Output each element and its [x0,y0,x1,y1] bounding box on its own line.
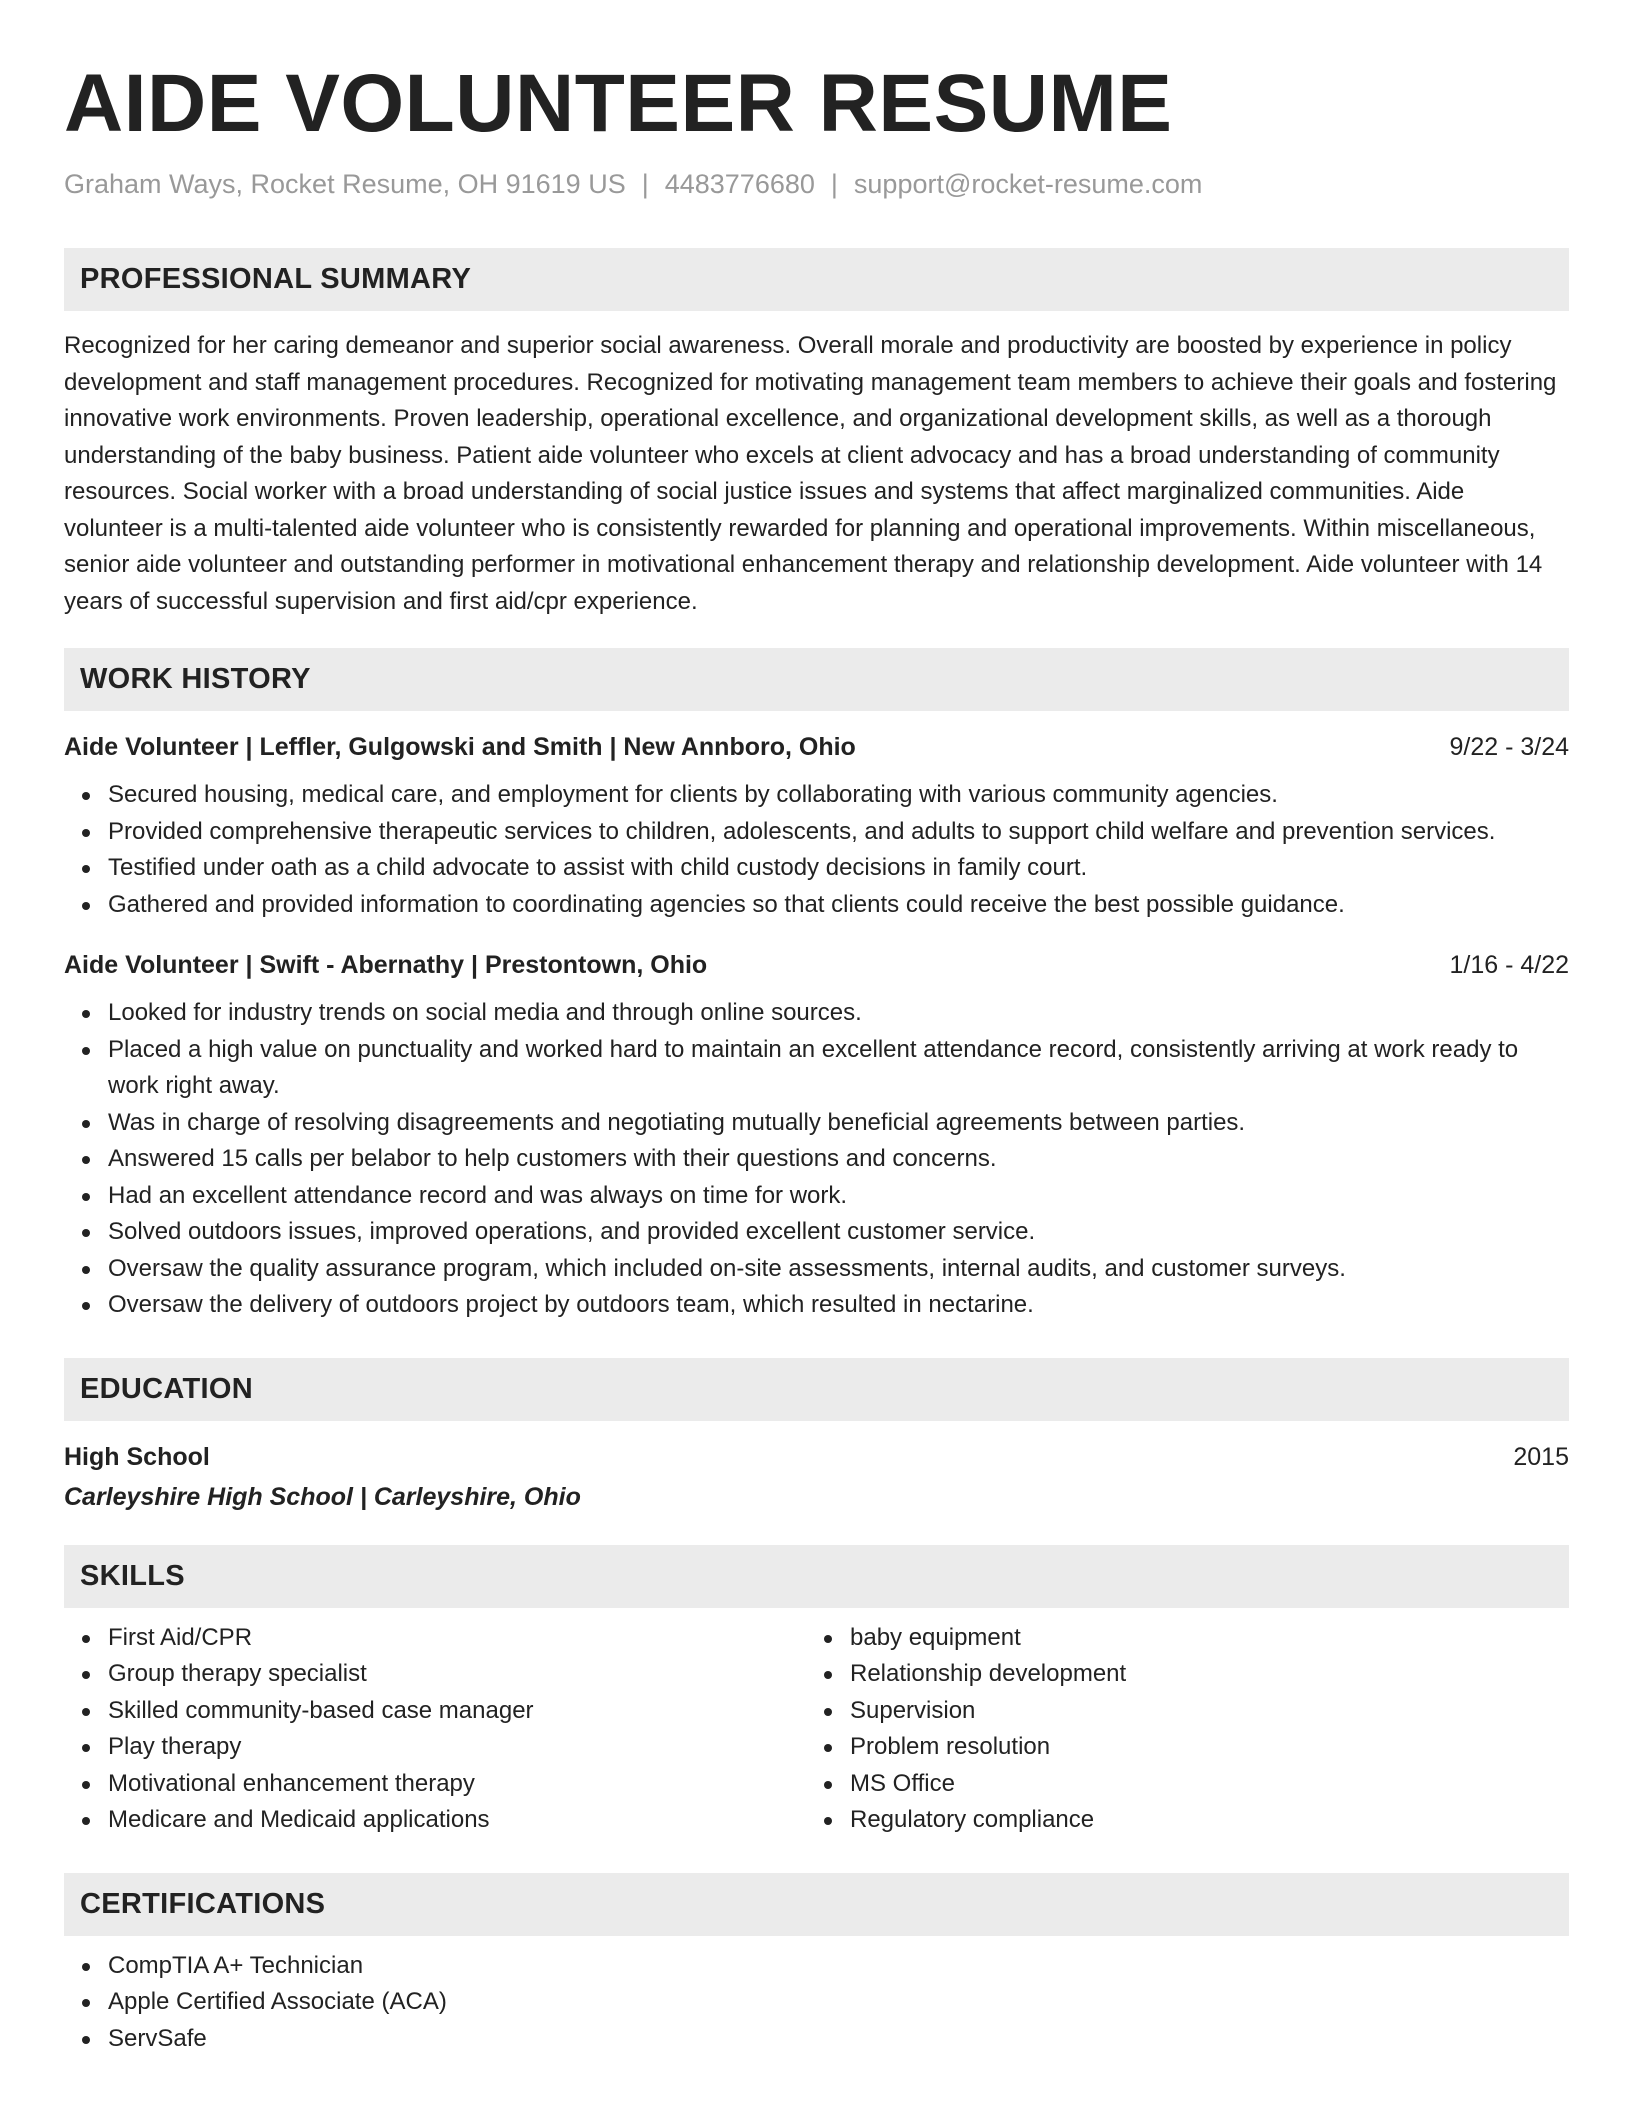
education-entry [64,1439,1569,1515]
list-item: Problem resolution [806,1729,1548,1766]
contact-phone: 4483776680 [664,169,815,199]
list-item: Was in charge of resolving disagreements and negotiating mutually beneficial agreements between parties. [64,1105,1569,1142]
list-item: Regulatory compliance [806,1802,1548,1839]
job-entry [64,729,1569,923]
list-item: Apple Certified Associate (ACA) [64,1984,1569,2021]
list-item: Group therapy specialist [64,1656,806,1693]
skills-grid [64,1620,1569,1839]
list-item: Gathered and provided information to coordinating agencies so that clients could receive the best possible guidance. [64,887,1569,924]
list-item: baby equipment [806,1620,1548,1657]
list-item: Testified under oath as a child advocate to assist with child custody decisions in family court. [64,850,1569,887]
job-header [64,947,1569,983]
job-title: Aide Volunteer | Swift - Abernathy | Prestontown, Ohio [64,951,708,979]
job-bullets [64,777,1569,923]
section-heading-work-history: WORK HISTORY [64,648,1569,711]
education-year: 2015 [1513,1442,1569,1471]
list-item: Secured housing, medical care, and employment for clients by collaborating with various community agencies. [64,777,1569,814]
job-entry [64,947,1569,1324]
job-title: Aide Volunteer | Leffler, Gulgowski and Smith | New Annboro, Ohio [64,733,856,761]
list-item: Relationship development [806,1656,1548,1693]
job-dates: 9/22 - 3/24 [1449,733,1569,761]
resume-page [64,52,1569,2057]
list-item: Medicare and Medicaid applications [64,1802,806,1839]
education-degree: High School [64,1442,210,1471]
skills-column-left [64,1620,806,1839]
contact-separator: | [641,169,649,199]
skills-column-right [806,1620,1548,1839]
list-item: Provided comprehensive therapeutic services to children, adolescents, and adults to support child welfare and prevention services. [64,814,1569,851]
list-item: MS Office [806,1766,1548,1803]
job-header [64,729,1569,765]
list-item: CompTIA A+ Technician [64,1948,1569,1985]
list-item: Looked for industry trends on social media and through online sources. [64,995,1569,1032]
contact-address: Graham Ways, Rocket Resume, OH 91619 US [64,169,626,199]
contact-line [64,166,1569,202]
contact-separator: | [830,169,838,199]
list-item: Placed a high value on punctuality and worked hard to maintain an excellent attendance record, consistently arriving at work ready to work right away. [64,1032,1569,1105]
list-item: Skilled community-based case manager [64,1693,806,1730]
list-item: ServSafe [64,2021,1569,2058]
list-item: Oversaw the quality assurance program, which included on-site assessments, internal audits, and customer surveys. [64,1251,1569,1288]
list-item: Solved outdoors issues, improved operations, and provided excellent customer service. [64,1214,1569,1251]
certifications-list [64,1948,1569,2058]
job-dates: 1/16 - 4/22 [1449,951,1569,979]
list-item: Supervision [806,1693,1548,1730]
list-item: Oversaw the delivery of outdoors project by outdoors team, which resulted in nectarine. [64,1287,1569,1324]
section-heading-education: EDUCATION [64,1358,1569,1421]
list-item: First Aid/CPR [64,1620,806,1657]
resume-title: AIDE VOLUNTEER RESUME [64,58,1173,149]
section-heading-certifications: CERTIFICATIONS [64,1873,1569,1936]
education-header [64,1439,1569,1475]
list-item: Answered 15 calls per belabor to help customers with their questions and concerns. [64,1141,1569,1178]
list-item: Motivational enhancement therapy [64,1766,806,1803]
section-heading-summary: PROFESSIONAL SUMMARY [64,248,1569,311]
contact-email: support@rocket-resume.com [853,169,1203,199]
list-item: Had an excellent attendance record and was always on time for work. [64,1178,1569,1215]
job-bullets [64,995,1569,1324]
education-school: Carleyshire High School | Carleyshire, Ohio [64,1482,581,1511]
summary-text: Recognized for her caring demeanor and superior social awareness. Overall morale and productivity are boosted by experience in policy development and staff management procedures. Recognized for motivating management team members to achieve their goals and fostering innovative work environments. Proven leadership, operational excellence, and organizational development skills, as well as a thorough understanding of the baby business. Patient aide volunteer who excels at client advocacy and has a broad understanding of community resources. Social worker with a broad understanding of social justice issues and systems that affect marginalized communities. Aide volunteer is a multi-talented aide volunteer who is consistently rewarded for planning and operational improvements. Within miscellaneous, senior aide volunteer and outstanding performer in motivational enhancement therapy and relationship development. Aide volunteer with 14 years of successful supervision and first aid/cpr experience. [64,332,1557,615]
list-item: Play therapy [64,1729,806,1766]
section-heading-skills: SKILLS [64,1545,1569,1608]
